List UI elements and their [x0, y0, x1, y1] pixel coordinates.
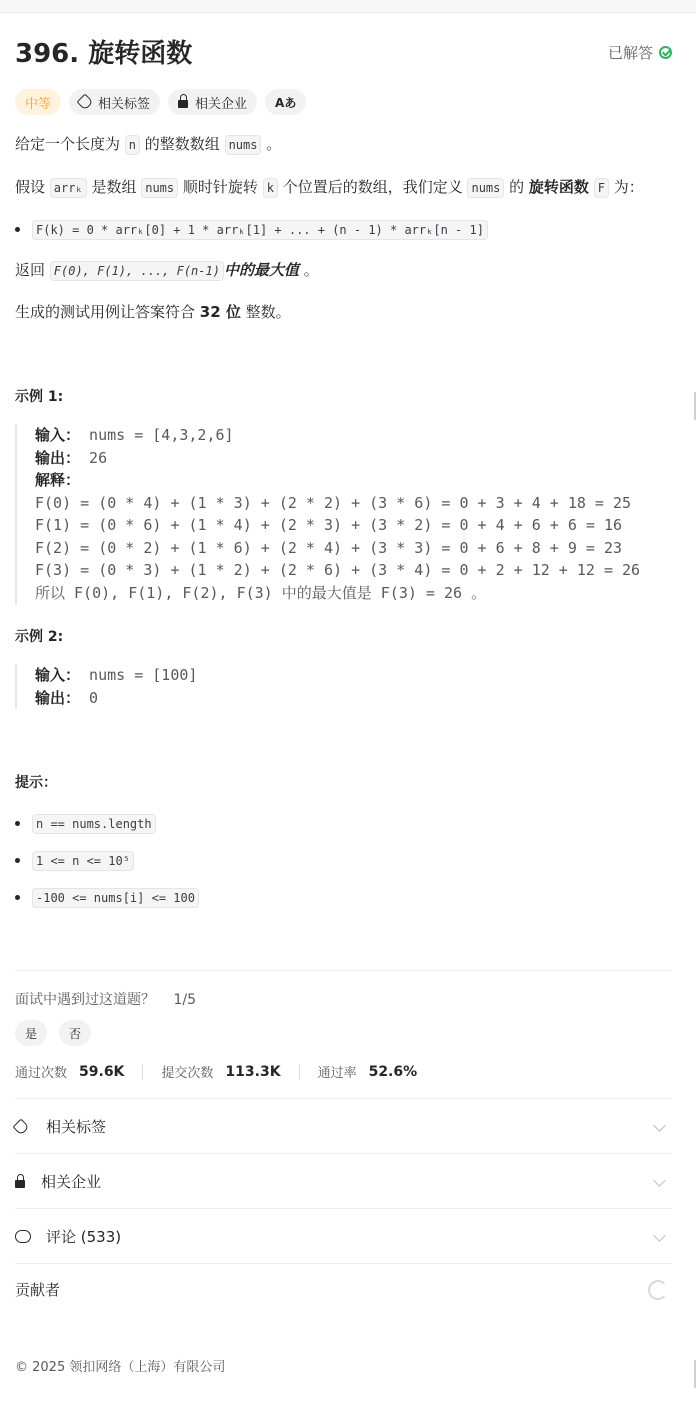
inline-code: F(0), F(1), ..., F(n-1)	[50, 261, 224, 281]
text: 的整数数组	[140, 135, 225, 153]
comments-section-label: 评论 (533)	[46, 1228, 122, 1246]
solved-label: 已解答	[607, 44, 653, 62]
companies-tag-label: 相关企业	[195, 96, 248, 112]
chevron-down-icon	[653, 1229, 666, 1242]
submissions-value: 113.3K	[225, 1063, 281, 1080]
companies-section-label: 相关企业	[41, 1173, 102, 1191]
text: 。	[298, 261, 319, 279]
constraint-code: n == nums.length	[32, 814, 156, 834]
rate-value: 52.6%	[368, 1063, 418, 1080]
check-circle-icon	[659, 46, 672, 59]
divider	[15, 970, 672, 971]
feedback-count: 1/5	[173, 992, 196, 1008]
desc-paragraph-1	[15, 132, 281, 157]
inline-code: nums	[225, 135, 262, 155]
example-2-heading: 示例 2:	[15, 629, 64, 645]
topics-section[interactable]	[15, 1099, 672, 1154]
no-button[interactable]: 否	[59, 1020, 91, 1046]
rate-label: 通过率	[317, 1066, 357, 1081]
explain-line: F(1) = (0 * 6) + (1 * 4) + (2 * 3) + (3 * 2) = 0 + 4 + 6 + 6 = 16	[35, 516, 622, 534]
translate-icon: Aあ	[275, 95, 297, 110]
submissions-label: 提交次数	[161, 1066, 214, 1081]
text: 生成的测试用例让答案符合	[15, 303, 200, 321]
explain-line: F(0) = (0 * 4) + (1 * 3) + (2 * 2) + (3 * 6) = 0 + 3 + 4 + 18 = 25	[35, 493, 632, 512]
example-1-block	[15, 424, 640, 604]
difficulty-badge[interactable]: 中等	[15, 89, 61, 115]
emphasis-text: 中的最大值	[223, 261, 299, 279]
text: 返回	[15, 261, 50, 279]
text: 为：	[608, 178, 644, 196]
explain-line: F(2) = (0 * 2) + (1 * 6) + (2 * 4) + (3 * 3) = 0 + 6 + 8 + 9 = 23	[35, 538, 622, 557]
desc-paragraph-3	[15, 258, 319, 283]
topics-section-label: 相关标签	[46, 1118, 107, 1136]
accepted-label: 通过次数	[15, 1066, 68, 1081]
footer-copyright: © 2025 领扣网络（上海）有限公司	[15, 1360, 226, 1375]
translate-button[interactable]	[265, 89, 306, 115]
top-bar	[0, 0, 696, 13]
tag-icon	[77, 94, 94, 111]
constraint-code: 1 <= n <= 10⁵	[32, 851, 134, 871]
topics-tag-button[interactable]	[69, 89, 160, 115]
desc-paragraph-2	[15, 175, 644, 200]
text: 的	[504, 178, 529, 196]
solved-status	[608, 42, 672, 63]
input-label: 输入：	[35, 426, 81, 444]
input-value: nums = [100]	[80, 666, 198, 684]
comment-icon	[15, 1230, 31, 1243]
example-2-block	[15, 664, 197, 709]
text: 个位置后的数组，我们定义	[277, 178, 468, 196]
constraints-heading: 提示：	[15, 775, 57, 791]
text: 整数。	[240, 303, 291, 321]
inline-code: nums	[467, 178, 504, 198]
explain-line: F(3) = (0 * 3) + (1 * 2) + (2 * 6) + (3 * 4) = 0 + 2 + 12 + 12 = 26	[35, 561, 641, 579]
formula-code: F(k) = 0 * arrₖ[0] + 1 * arrₖ[1] + ... + (n - 1) * arrₖ[n - 1]	[32, 220, 488, 240]
constraint-item	[15, 811, 156, 836]
stats-separator	[142, 1064, 143, 1080]
feedback-question: 面试中遇到过这道题？	[15, 992, 155, 1008]
contributors-section[interactable]	[15, 1262, 672, 1317]
tag-icon	[13, 1118, 30, 1135]
text: 顺时针旋转	[178, 178, 263, 196]
comments-section[interactable]	[15, 1209, 672, 1264]
text: 假设	[15, 178, 50, 196]
output-label: 输出：	[35, 448, 81, 467]
topics-tag-label: 相关标签	[98, 96, 151, 112]
bold-text: 旋转函数	[528, 178, 589, 196]
companies-tag-button[interactable]	[168, 89, 257, 115]
contributors-section-label: 贡献者	[15, 1281, 61, 1299]
leetcode-logo-icon	[648, 1280, 668, 1300]
tag-row	[15, 89, 306, 115]
output-value: 26	[80, 448, 108, 467]
example-1-heading: 示例 1:	[15, 389, 64, 405]
constraint-item	[15, 885, 199, 910]
companies-section[interactable]	[15, 1154, 672, 1209]
stats-separator	[299, 1064, 300, 1080]
input-label: 输入：	[35, 666, 81, 684]
text: 是数组	[86, 178, 142, 196]
text: 给定一个长度为	[15, 135, 125, 153]
explain-line: 所以 F(0), F(1), F(2), F(3) 中的最大值是 F(3) = 26 。	[35, 583, 487, 602]
lock-icon	[15, 1180, 25, 1188]
accepted-value: 59.6K	[79, 1063, 125, 1080]
inline-code: nums	[141, 178, 178, 198]
formula-item	[15, 217, 488, 242]
output-label: 输出：	[35, 688, 81, 707]
bold-text: 32 位	[199, 303, 241, 321]
chevron-down-icon	[653, 1174, 666, 1187]
inline-code: arrₖ	[50, 178, 87, 198]
interview-question	[15, 989, 196, 1009]
stats-row	[15, 1062, 417, 1081]
page-title: 396. 旋转函数	[15, 39, 193, 69]
yes-button[interactable]: 是	[15, 1020, 47, 1046]
constraint-code: -100 <= nums[i] <= 100	[32, 888, 199, 908]
constraint-item	[15, 848, 134, 873]
chevron-down-icon	[653, 1119, 666, 1132]
title-row	[15, 34, 672, 74]
desc-paragraph-4	[15, 300, 291, 324]
inline-code: F	[594, 178, 609, 198]
explain-label: 解释：	[35, 471, 81, 489]
output-value: 0	[80, 688, 99, 707]
inline-code: n	[125, 135, 140, 155]
input-value: nums = [4,3,2,6]	[80, 426, 234, 444]
text: 。	[261, 135, 282, 153]
lock-icon	[178, 100, 188, 108]
inline-code: k	[263, 178, 278, 198]
